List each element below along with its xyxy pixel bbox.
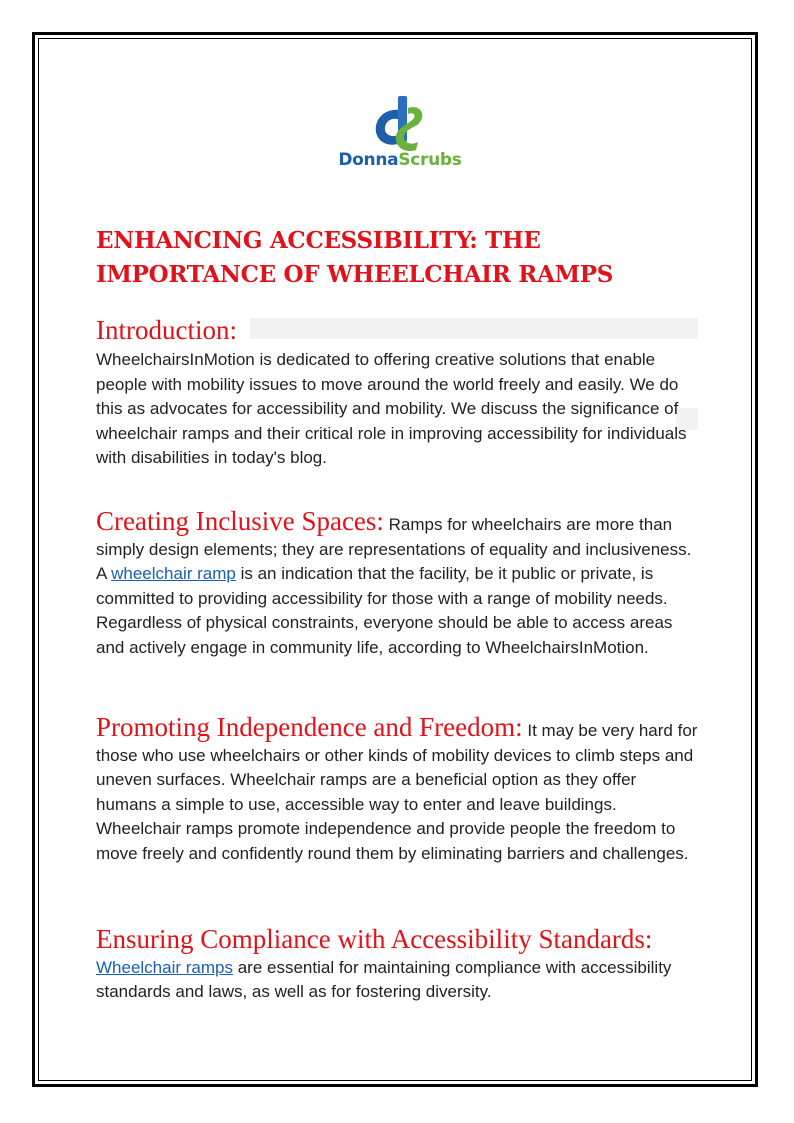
independence-heading: Promoting Independence and Freedom: bbox=[96, 712, 523, 742]
brand-wordmark bbox=[338, 150, 462, 170]
compliance-text: are essential for maintaining compliance with accessibility standards and laws, as well as for fostering diversity. bbox=[96, 957, 672, 1001]
introduction-heading: Introduction: bbox=[96, 315, 237, 345]
ds-monogram-icon bbox=[338, 94, 462, 152]
compliance-section bbox=[96, 924, 700, 1005]
donnascrubs-logo bbox=[338, 94, 462, 178]
brand-name-scrubs: Scrubs bbox=[398, 150, 462, 170]
independence-section bbox=[96, 712, 700, 866]
brand-name-donna: Donna bbox=[338, 150, 399, 170]
wheelchair-ramp-link[interactable]: wheelchair ramp bbox=[111, 564, 236, 583]
inclusive-spaces-section bbox=[96, 506, 700, 660]
inclusive-text-before: Ramps for wheelchairs are more than simply design elements; they are representations of equality and inclusiveness. A bbox=[96, 515, 692, 583]
compliance-heading: Ensuring Compliance with Accessibility Standards: bbox=[96, 924, 653, 954]
inclusive-text-after: is an indication that the facility, be it public or private, is committed to providing accessibility for those with a range of mobility needs. Regardless of physical constraints, everyone should be able to access areas and actively engage in community life, according to WheelchairsInMotion. bbox=[96, 564, 673, 657]
wheelchair-ramps-link[interactable]: Wheelchair ramps bbox=[96, 957, 233, 977]
independence-text: It may be very hard for those who use wheelchairs or other kinds of mobility devices to climb steps and uneven surfaces. Wheelchair ramps are a beneficial option as they offer humans a simple to use, accessible way to enter and leave buildings. Wheelchair ramps promote independence and provide people the freedom to move freely and confidently round them by eliminating barriers and challenges. bbox=[96, 721, 698, 863]
inclusive-spaces-heading: Creating Inclusive Spaces: bbox=[96, 506, 384, 536]
document-title: ENHANCING ACCESSIBILITY: THE IMPORTANCE OF WHEELCHAIR RAMPS bbox=[96, 227, 614, 288]
highlight-bar-top bbox=[250, 318, 698, 339]
introduction-paragraph: WheelchairsInMotion is dedicated to offering creative solutions that enable people with mobility issues to move around the world freely and easily. We do this as advocates for accessibility and mobility. We discuss the significance of wheelchair ramps and their critical role in improving accessibility for individuals with disabilities in today's blog. bbox=[96, 350, 687, 467]
